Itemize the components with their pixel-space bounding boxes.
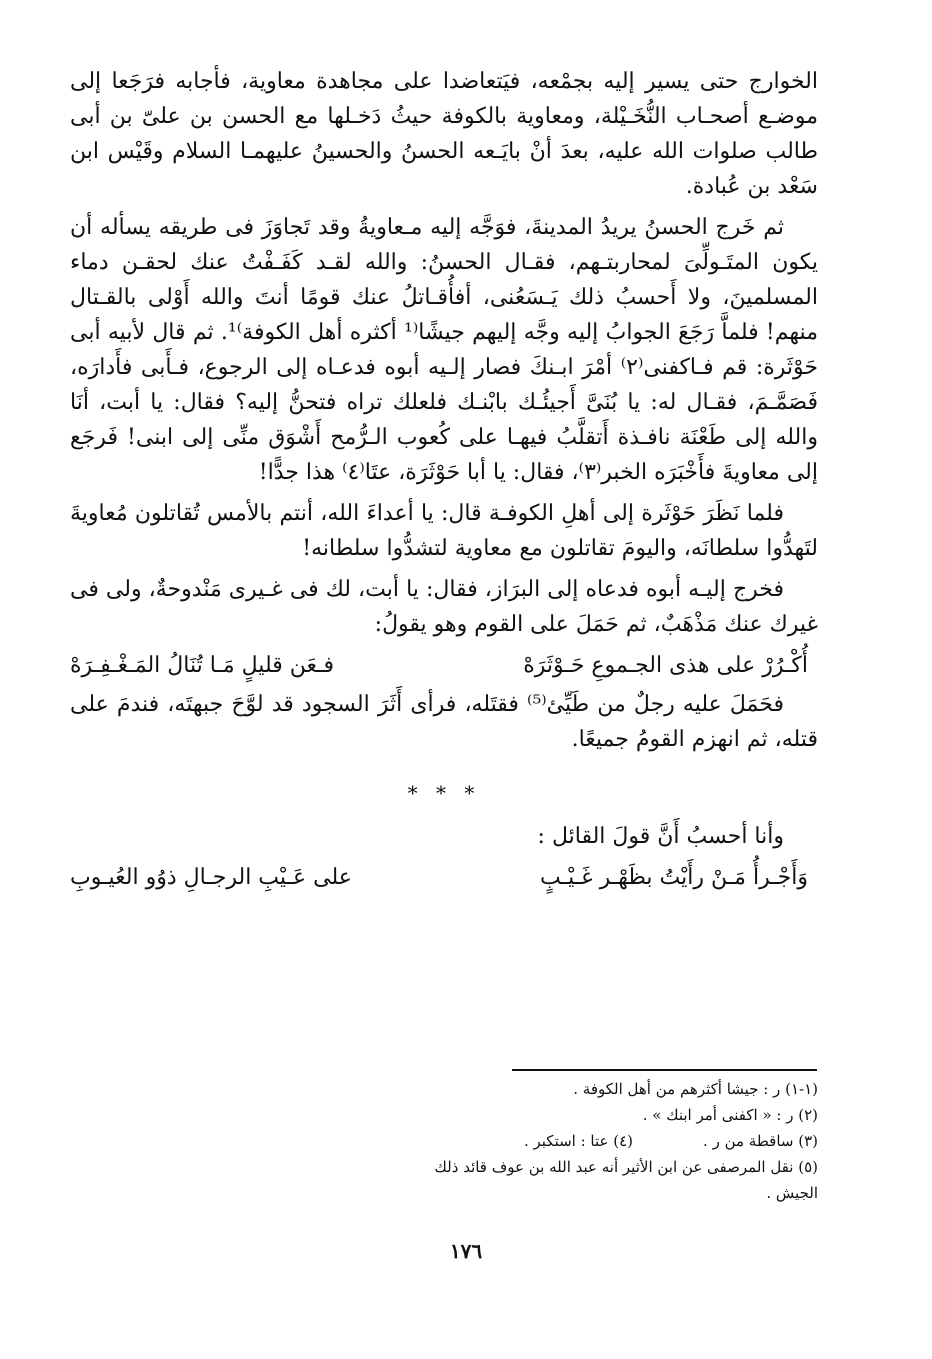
body-paragraph: الخوارج حتى يسير إليه بجمْعه، فيَتعاضدا على مجاهدة معاوية، فأجابه فرَجَعا إلى موضـع أصحـاب النُّخَـيْلة، ومعاوية بالكوفة حيثُ دَخـلها مع الحسن بن علىّ بن أبى طالب صلوات الله عليه، بعدَ أنْ بايَـعه الحسنُ والحسينُ عليهمـا السلام وقَيْس ابن سَعْد بن عُبادة.: [70, 69, 818, 199]
verse-first-hemistich: أُكْـرُرْ على هذى الجـموعِ حَـوْثَرَهْ: [523, 653, 808, 678]
body-paragraph: فخرج إليـه أبوه فدعاه إلى البرَاز، فقال: يا أبت، لك فى غـيرى مَنْدوحةٌ، ولى فى غيرك عنك مَذْهَبٌ، ثم حَمَلَ على القوم وهو يقولُ:: [70, 577, 818, 637]
verse-second-hemistich: على عَـيْبِ الرجـالِ ذوُو العُيـوبِ: [70, 865, 352, 890]
body-paragraph: فحَمَلَ عليه رجلٌ من طَيِّئ⁽⁵⁾ فقتَله، فرأى أَثَرَ السجود قد لوَّحَ جبهتَه، فندمَ على قتله، ثم انهزم القومُ جميعًا.: [70, 692, 818, 752]
page-number: ١٧٦: [449, 1239, 483, 1263]
page-body: [70, 64, 818, 899]
footnote: (٥) نقل المرصفى عن ابن الأثير أنه عبد الله بن عوف قائد ذلك الجيش .: [434, 1158, 818, 1202]
verse-second-hemistich: فـعَن قليلٍ مَـا تُنَالُ المَـغْـفِـرَهْ: [70, 653, 335, 678]
footnote: (٤) عتا : استكبر .: [523, 1132, 634, 1150]
verse-intro: وأنا أحسبُ أَنَّ قولَ القائل :: [537, 824, 784, 849]
footnote: (٢) ر : « اكفنى أمر ابنك » .: [642, 1106, 818, 1124]
footnote-rule: [512, 1069, 817, 1071]
verse-first-hemistich: وَأَجْـرأُ مَـنْ رأَيْتُ بظَهْـر غَـيْـبٍ: [540, 865, 808, 890]
footnotes: [398, 1076, 818, 1206]
verse-line: [70, 860, 808, 895]
footnote: (٣) ساقطة من ر .: [703, 1132, 818, 1150]
body-paragraph: فلما نَظَرَ حَوْثَرة إلى أهلِ الكوفـة قال: يا أعداءَ الله، أنتم بالأمس تُقاتلون مُعاويةَ لتَهدُّوا سلطانَه، واليومَ تقاتلون مع معاوية لتشدُّوا سلطانه!: [70, 501, 818, 561]
footnote: (١-١) ر : جيشا أكثرهم من أهل الكوفة .: [573, 1080, 818, 1098]
section-separator: * * *: [407, 781, 481, 805]
body-paragraph: ثم خَرج الحسنُ يريدُ المدينةَ، فوَجَّه إليه مـعاويةُ وقد تَجاوَزَ فى طريقه يسأله أن يكون المتَـولِّىَ لمحاربتـهم، فقـال الحسنُ: والله لقـد كَفَـفْتُ عنك لحقـن دماء المسلمينَ، ولا أَحسبُ ذلك يَـسَعُنى، أفأُقـاتلُ عنك قومًا أنتَ والله أَوْلى بالقـتال منهم! فلماَّ رَجَعَ الجوابُ إليه وجَّه إليهم جيشًا⁽¹ أكثره أهل الكوفة⁾¹. ثم قال لأبيه أبى حَوْثَرة: قم فـاكفنى⁽٢⁾ أمْرَ ابـنكَ فصار إلـيه أبوه فدعـاه إلى الرجوع، فـأَبى فأَدارَه، فَصَمَّـمَ، فقـال له: يا بُنَىَّ أَجيئُـك بابْنـك فلعلك تراه فتحنُّ إليه؟ فقال: يا أبت، أنَا والله إلى طَعْنَة نافـذة أَتقلَّبُ فيهـا على كُعوب الـرُّمح أَشْوَق منِّى إلى ابنى! فَرجَع إلى معاويةَ فأَخْبَرَه الخبر⁽٣⁾، فقال: يا أبا حَوْثَرَة، عتَا⁽٤⁾ هذا جدًّا!: [70, 215, 818, 485]
footnote-row: [398, 1128, 818, 1154]
verse-line: [70, 648, 808, 683]
